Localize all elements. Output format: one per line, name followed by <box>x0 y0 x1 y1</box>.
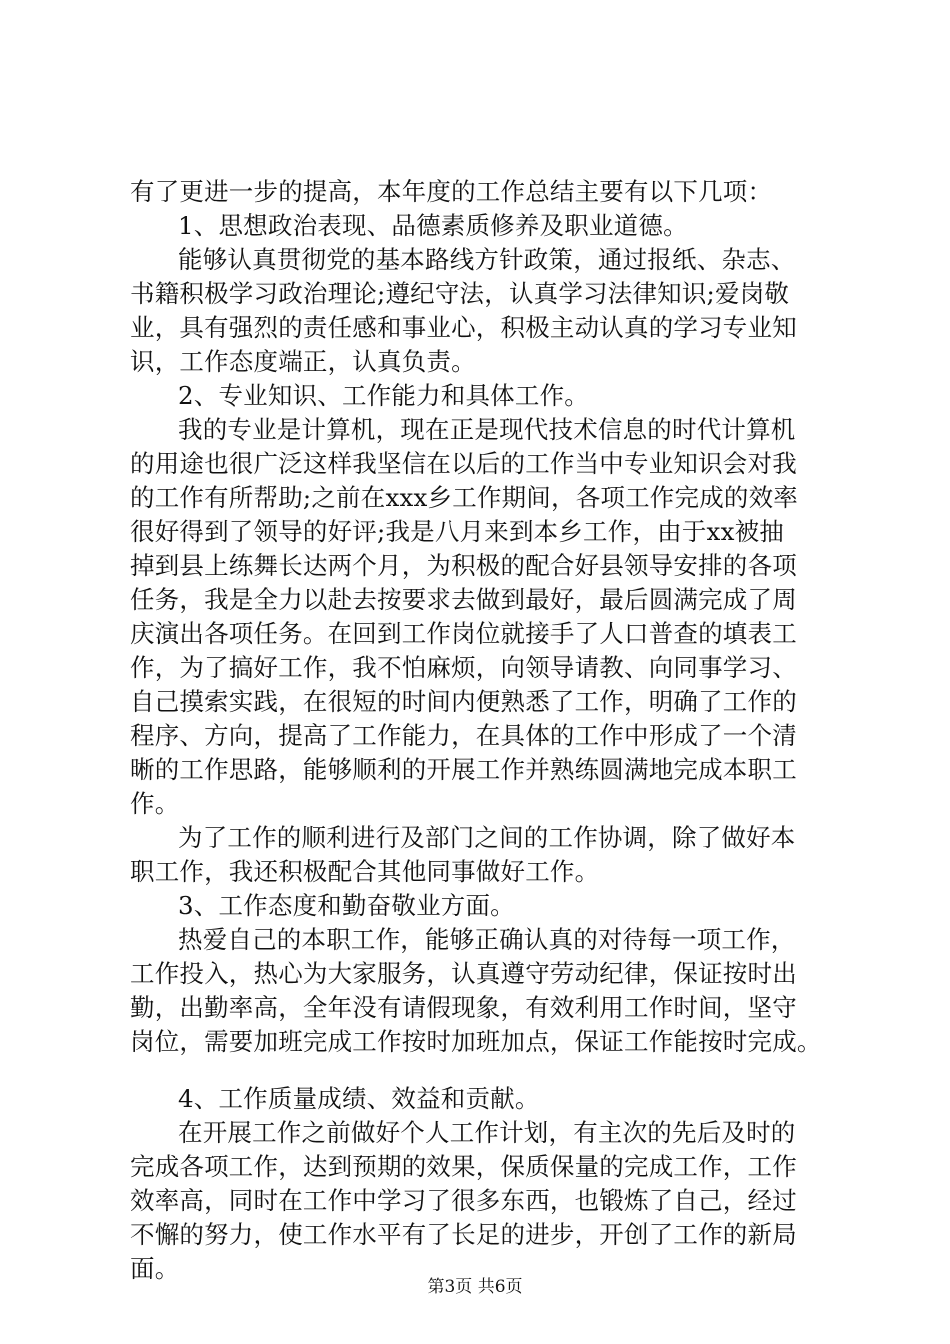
text-line: 能够认真贯彻党的基本路线方针政策，通过报纸、杂志、 <box>178 245 796 274</box>
text-line: 工作投入，热心为大家服务，认真遵守劳动纪律，保证按时出 <box>130 959 797 988</box>
text-line: 庆演出各项任务。在回到工作岗位就接手了人口普查的填表工 <box>130 619 797 648</box>
text-line: 自己摸索实践，在很短的时间内便熟悉了工作，明确了工作的 <box>130 687 797 716</box>
text-line: 识，工作态度端正，认真负责。 <box>130 347 476 376</box>
text-line: 职工作，我还积极配合其他同事做好工作。 <box>130 857 600 886</box>
text-line: 书籍积极学习政治理论;遵纪守法，认真学习法律知识;爱岗敬 <box>130 279 790 308</box>
text-line: 程序、方向，提高了工作能力，在具体的工作中形成了一个清 <box>130 721 797 750</box>
text-line: 任务，我是全力以赴去按要求去做到最好，最后圆满完成了周 <box>130 585 797 614</box>
text-line: 的工作有所帮助;之前在xxx乡工作期间，各项工作完成的效率 <box>130 483 799 512</box>
section-heading: 3、工作态度和勤奋敬业方面。 <box>178 891 515 920</box>
text-line: 热爱自己的本职工作，能够正确认真的对待每一项工作， <box>178 925 796 954</box>
text-line: 作，为了搞好工作，我不怕麻烦，向领导请教、向同事学习、 <box>130 653 797 682</box>
text-line: 不懈的努力，使工作水平有了长足的进步，开创了工作的新局 <box>130 1220 797 1249</box>
section-heading: 2、专业知识、工作能力和具体工作。 <box>178 381 589 410</box>
text-line: 的用途也很广泛这样我坚信在以后的工作当中专业知识会对我 <box>130 449 797 478</box>
text-line: 有了更进一步的提高，本年度的工作总结主要有以下几项： <box>130 177 773 206</box>
text-line: 为了工作的顺利进行及部门之间的工作协调，除了做好本 <box>178 823 796 852</box>
text-line: 业，具有强烈的责任感和事业心，积极主动认真的学习专业知 <box>130 313 797 342</box>
text-line: 我的专业是计算机，现在正是现代技术信息的时代计算机 <box>178 415 796 444</box>
page-number: 第3页 共6页 <box>427 1277 523 1297</box>
text-line: 完成各项工作，达到预期的效果，保质保量的完成工作，工作 <box>130 1152 797 1181</box>
text-line: 效率高，同时在工作中学习了很多东西，也锻炼了自己，经过 <box>130 1186 797 1215</box>
text-line: 面。 <box>130 1254 180 1283</box>
section-heading: 4、工作质量成绩、效益和贡献。 <box>178 1084 540 1113</box>
section-heading: 1、思想政治表现、品德素质修养及职业道德。 <box>178 211 688 240</box>
text-line: 作。 <box>130 789 180 818</box>
text-line: 在开展工作之前做好个人工作计划，有主次的先后及时的 <box>178 1118 796 1147</box>
text-line: 很好得到了领导的好评;我是八月来到本乡工作，由于xx被抽 <box>130 517 784 546</box>
text-line: 晰的工作思路，能够顺利的开展工作并熟练圆满地完成本职工 <box>130 755 797 784</box>
text-line: 掉到县上练舞长达两个月，为积极的配合好县领导安排的各项 <box>130 551 797 580</box>
text-line: 勤，出勤率高，全年没有请假现象，有效利用工作时间，坚守 <box>130 993 797 1022</box>
text-line: 岗位，需要加班完成工作按时加班加点，保证工作能按时完成。 <box>130 1027 822 1056</box>
